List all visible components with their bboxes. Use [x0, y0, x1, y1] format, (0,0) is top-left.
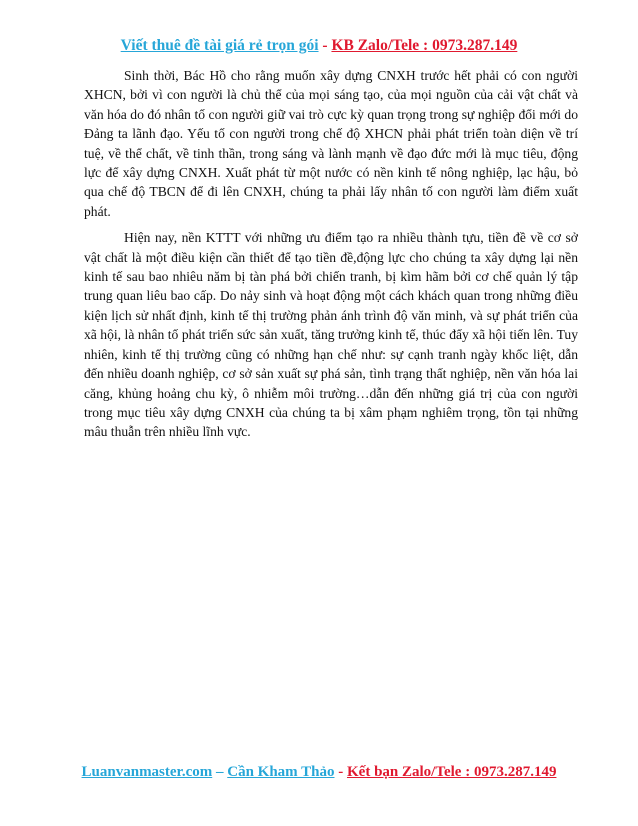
footer-separator-1: –	[212, 764, 228, 780]
document-body	[84, 66, 578, 449]
paragraph-2: Hiện nay, nền KTTT với những ưu điểm tạo ra nhiều thành tựu, tiền đề về cơ sở vật chất là một điều kiện cần thiết để tạo tiền đề,động lực cho chúng ta xây dựng lại nền kinh tế sau bao nhiêu năm bị tàn phá bởi chiến tranh, bị kìm hãm bởi cơ chế quản lý tập trung quan liêu bao cấp. Do nảy sinh và hoạt động một cách khách quan trong những điều kiện lịch sử nhất định, kinh tế thị trường phản ánh trình độ văn minh, và sự phát triển của xã hội, là nhân tố phát triển sức sản xuất, tăng trưởng kinh tế, thúc đẩy xã hội tiến lên. Tuy nhiên, kinh tế thị trường cũng có những hạn chế như: sự cạnh tranh ngày khốc liệt, dẫn đến nhiều doanh nghiệp, cơ sở sản xuất sự phá sản, tình trạng thất nghiệp, nền văn hóa lai căng, khủng hoảng chu kỳ, ô nhiễm môi trường…dẫn đến những giá trị của con người trong mục tiêu xây dựng CNXH của chúng ta bị xâm phạm nghiêm trọng, tồn tại những mâu thuẫn trên nhiều lĩnh vực.	[84, 230, 578, 440]
page-header	[0, 36, 638, 56]
footer-site-link[interactable]: Luanvanmaster.com	[81, 764, 213, 780]
paragraph-1: Sinh thời, Bác Hồ cho rằng muốn xây dựng CNXH trước hết phải có con người XHCN, bởi vì con người là chủ thể của mọi sáng tạo, của mọi nguồn của cải vật chất và văn hóa do đó nhân tố con người giữ vai trò cực kỳ quan trọng trong sự nghiệp đổi mới do Đảng ta lãnh đạo. Yếu tố con người trong chế độ XHCN phải phát triển toàn diện về trí tuệ, về thể chất, về tinh thần, trong sáng và lành mạnh về đạo đức mới là mục tiêu, động lực để xây dựng CNXH. Xuất phát từ một nước có nền kinh tế nông nghiệp, lạc hậu, bỏ qua chế độ TBCN để đi lên CNXH, chúng ta phải lấy nhân tố con người làm điểm xuất phát.	[84, 68, 578, 219]
header-contact-link[interactable]: KB Zalo/Tele : 0973.287.149	[331, 37, 518, 54]
header-service-link[interactable]: Viết thuê đề tài giá rẻ trọn gói	[120, 37, 319, 54]
page-footer	[0, 762, 638, 782]
footer-name-link[interactable]: Cần Kham Thảo	[227, 764, 335, 780]
footer-separator-2: -	[334, 764, 347, 780]
footer-contact-link[interactable]: Kết bạn Zalo/Tele : 0973.287.149	[347, 764, 557, 780]
header-separator: -	[318, 37, 332, 54]
